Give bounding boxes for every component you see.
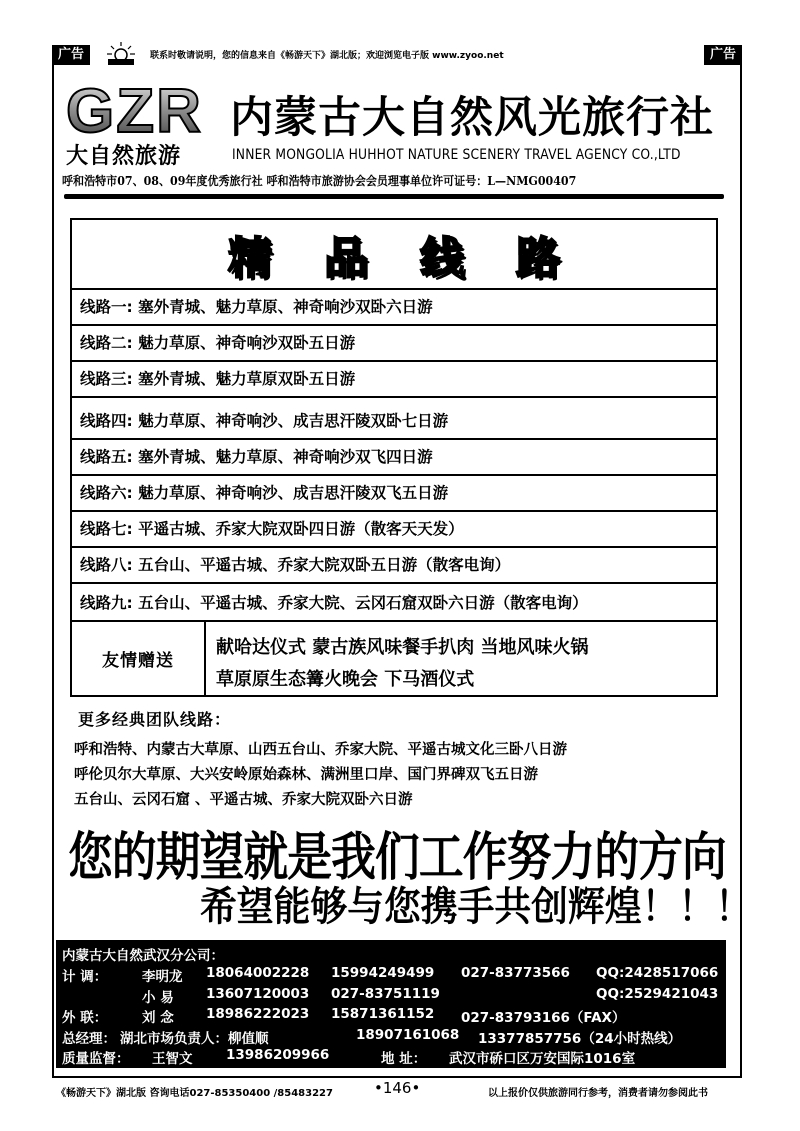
gift-line: 献哈达仪式 蒙古族风味餐手扒肉 当地风味火锅	[216, 637, 589, 658]
contact-note: 联系时敬请说明，您的信息来自《畅游天下》湖北版；欢迎浏览电子版 www.zyoo.net	[150, 51, 504, 61]
address-label: 地 址：	[381, 1051, 427, 1067]
agency-title-en: INNER MONGOLIA HUHHOT NATURE SCENERY TRAVEL AGENCY CO.,LTD	[232, 147, 681, 163]
agency-title-cn: 内蒙古大自然风光旅行社	[230, 93, 714, 143]
route-row: 线路四: 魅力草原、神奇响沙、成吉思汗陵双卧七日游	[72, 404, 716, 440]
phone-number: 13607120003	[206, 986, 310, 1002]
gzr-logo-icon	[64, 80, 220, 140]
phone-number: 15871361152	[331, 1006, 435, 1022]
phone-number: 027-83773566	[461, 965, 570, 981]
logo-letters: GZR	[66, 80, 203, 140]
header-divider	[64, 194, 724, 199]
page-number: •146•	[374, 1079, 421, 1097]
brand-name-cn: 大自然旅游	[66, 144, 182, 169]
route-row: 线路九: 五台山、平遥古城、乔家大院、云冈石窟双卧六日游（散客电询）	[72, 586, 716, 622]
footer-disclaimer: 以上报价仅供旅游同行参考，消费者请勿参阅此书	[488, 1088, 708, 1099]
hotline-number: 13377857756（24小时热线）	[478, 1031, 682, 1047]
route-row: 线路六: 魅力草原、神奇响沙、成吉思汗陵双飞五日游	[72, 476, 716, 512]
route-row: 线路七: 平遥古城、乔家大院双卧四日游（散客天天发）	[72, 512, 716, 548]
more-route-line: 五台山、云冈石窟 、平遥古城、乔家大院双卧六日游	[74, 792, 413, 808]
sun-logo-icon	[104, 40, 138, 66]
routes-title: 精品线路	[72, 220, 716, 290]
slogan-secondary: 希望能够与您携手共创辉煌！！！	[200, 884, 752, 930]
phone-number: 18986222023	[206, 1006, 310, 1022]
fax-number: 027-83793166（FAX）	[461, 1010, 626, 1026]
route-row: 线路三: 塞外青城、魅力草原双卧五日游	[72, 362, 716, 398]
address: 武汉市硚口区万安国际1016室	[449, 1051, 636, 1067]
planner-name: 李明龙	[142, 969, 183, 985]
qq-number: QQ:2529421043	[596, 986, 719, 1002]
gm-label: 总经理：	[62, 1031, 116, 1047]
phone-number: 15994249499	[331, 965, 435, 981]
phone-number: 13986209966	[226, 1047, 330, 1063]
external-label: 外 联：	[62, 1010, 108, 1026]
phone-number: 027-83751119	[331, 986, 440, 1002]
gift-line: 草原原生态篝火晚会 下马酒仪式	[216, 669, 475, 690]
qc-label: 质量监督：	[62, 1051, 130, 1067]
certification-line: 呼和浩特市07、08、09年度优秀旅行社 呼和浩特市旅游协会会员理事单位许可证号：L—NMG00407	[62, 174, 577, 188]
route-row: 线路二: 魅力草原、神奇响沙双卧五日游	[72, 326, 716, 362]
footer-publication: 《畅游天下》湖北版 咨询电话027-85350400 /85483227	[56, 1088, 333, 1099]
planner-name: 小 易	[142, 990, 174, 1006]
branch-company: 内蒙古大自然武汉分公司：	[62, 948, 224, 964]
gift-label: 友情赠送	[72, 622, 206, 695]
route-row: 线路一: 塞外青城、魅力草原、神奇响沙双卧六日游	[72, 290, 716, 326]
phone-number: 18907161068	[356, 1027, 460, 1043]
external-name: 刘 念	[142, 1010, 174, 1026]
gm-text: 湖北市场负责人：柳值顺	[120, 1031, 269, 1047]
phone-number: 18064002228	[206, 965, 310, 981]
featured-routes-table	[70, 218, 718, 697]
route-row: 线路五: 塞外青城、魅力草原、神奇响沙双飞四日游	[72, 440, 716, 476]
route-row: 线路八: 五台山、平遥古城、乔家大院双卧五日游（散客电询）	[72, 548, 716, 584]
more-route-line: 呼伦贝尔大草原、大兴安岭原始森林、满洲里口岸、国门界碑双飞五日游	[74, 767, 538, 783]
more-route-line: 呼和浩特、内蒙古大草原、山西五台山、乔家大院、平遥古城文化三卧八日游	[74, 742, 567, 758]
slogan-primary: 您的期望就是我们工作努力的方向	[68, 828, 726, 888]
ad-label-right: 广告	[704, 45, 742, 65]
qq-number: QQ:2428517066	[596, 965, 719, 981]
planning-label: 计 调：	[62, 969, 108, 985]
qc-name: 王智文	[152, 1051, 193, 1067]
ad-label-left: 广告	[52, 45, 90, 65]
more-routes-title: 更多经典团队线路：	[78, 710, 232, 729]
contact-panel	[56, 940, 726, 1068]
